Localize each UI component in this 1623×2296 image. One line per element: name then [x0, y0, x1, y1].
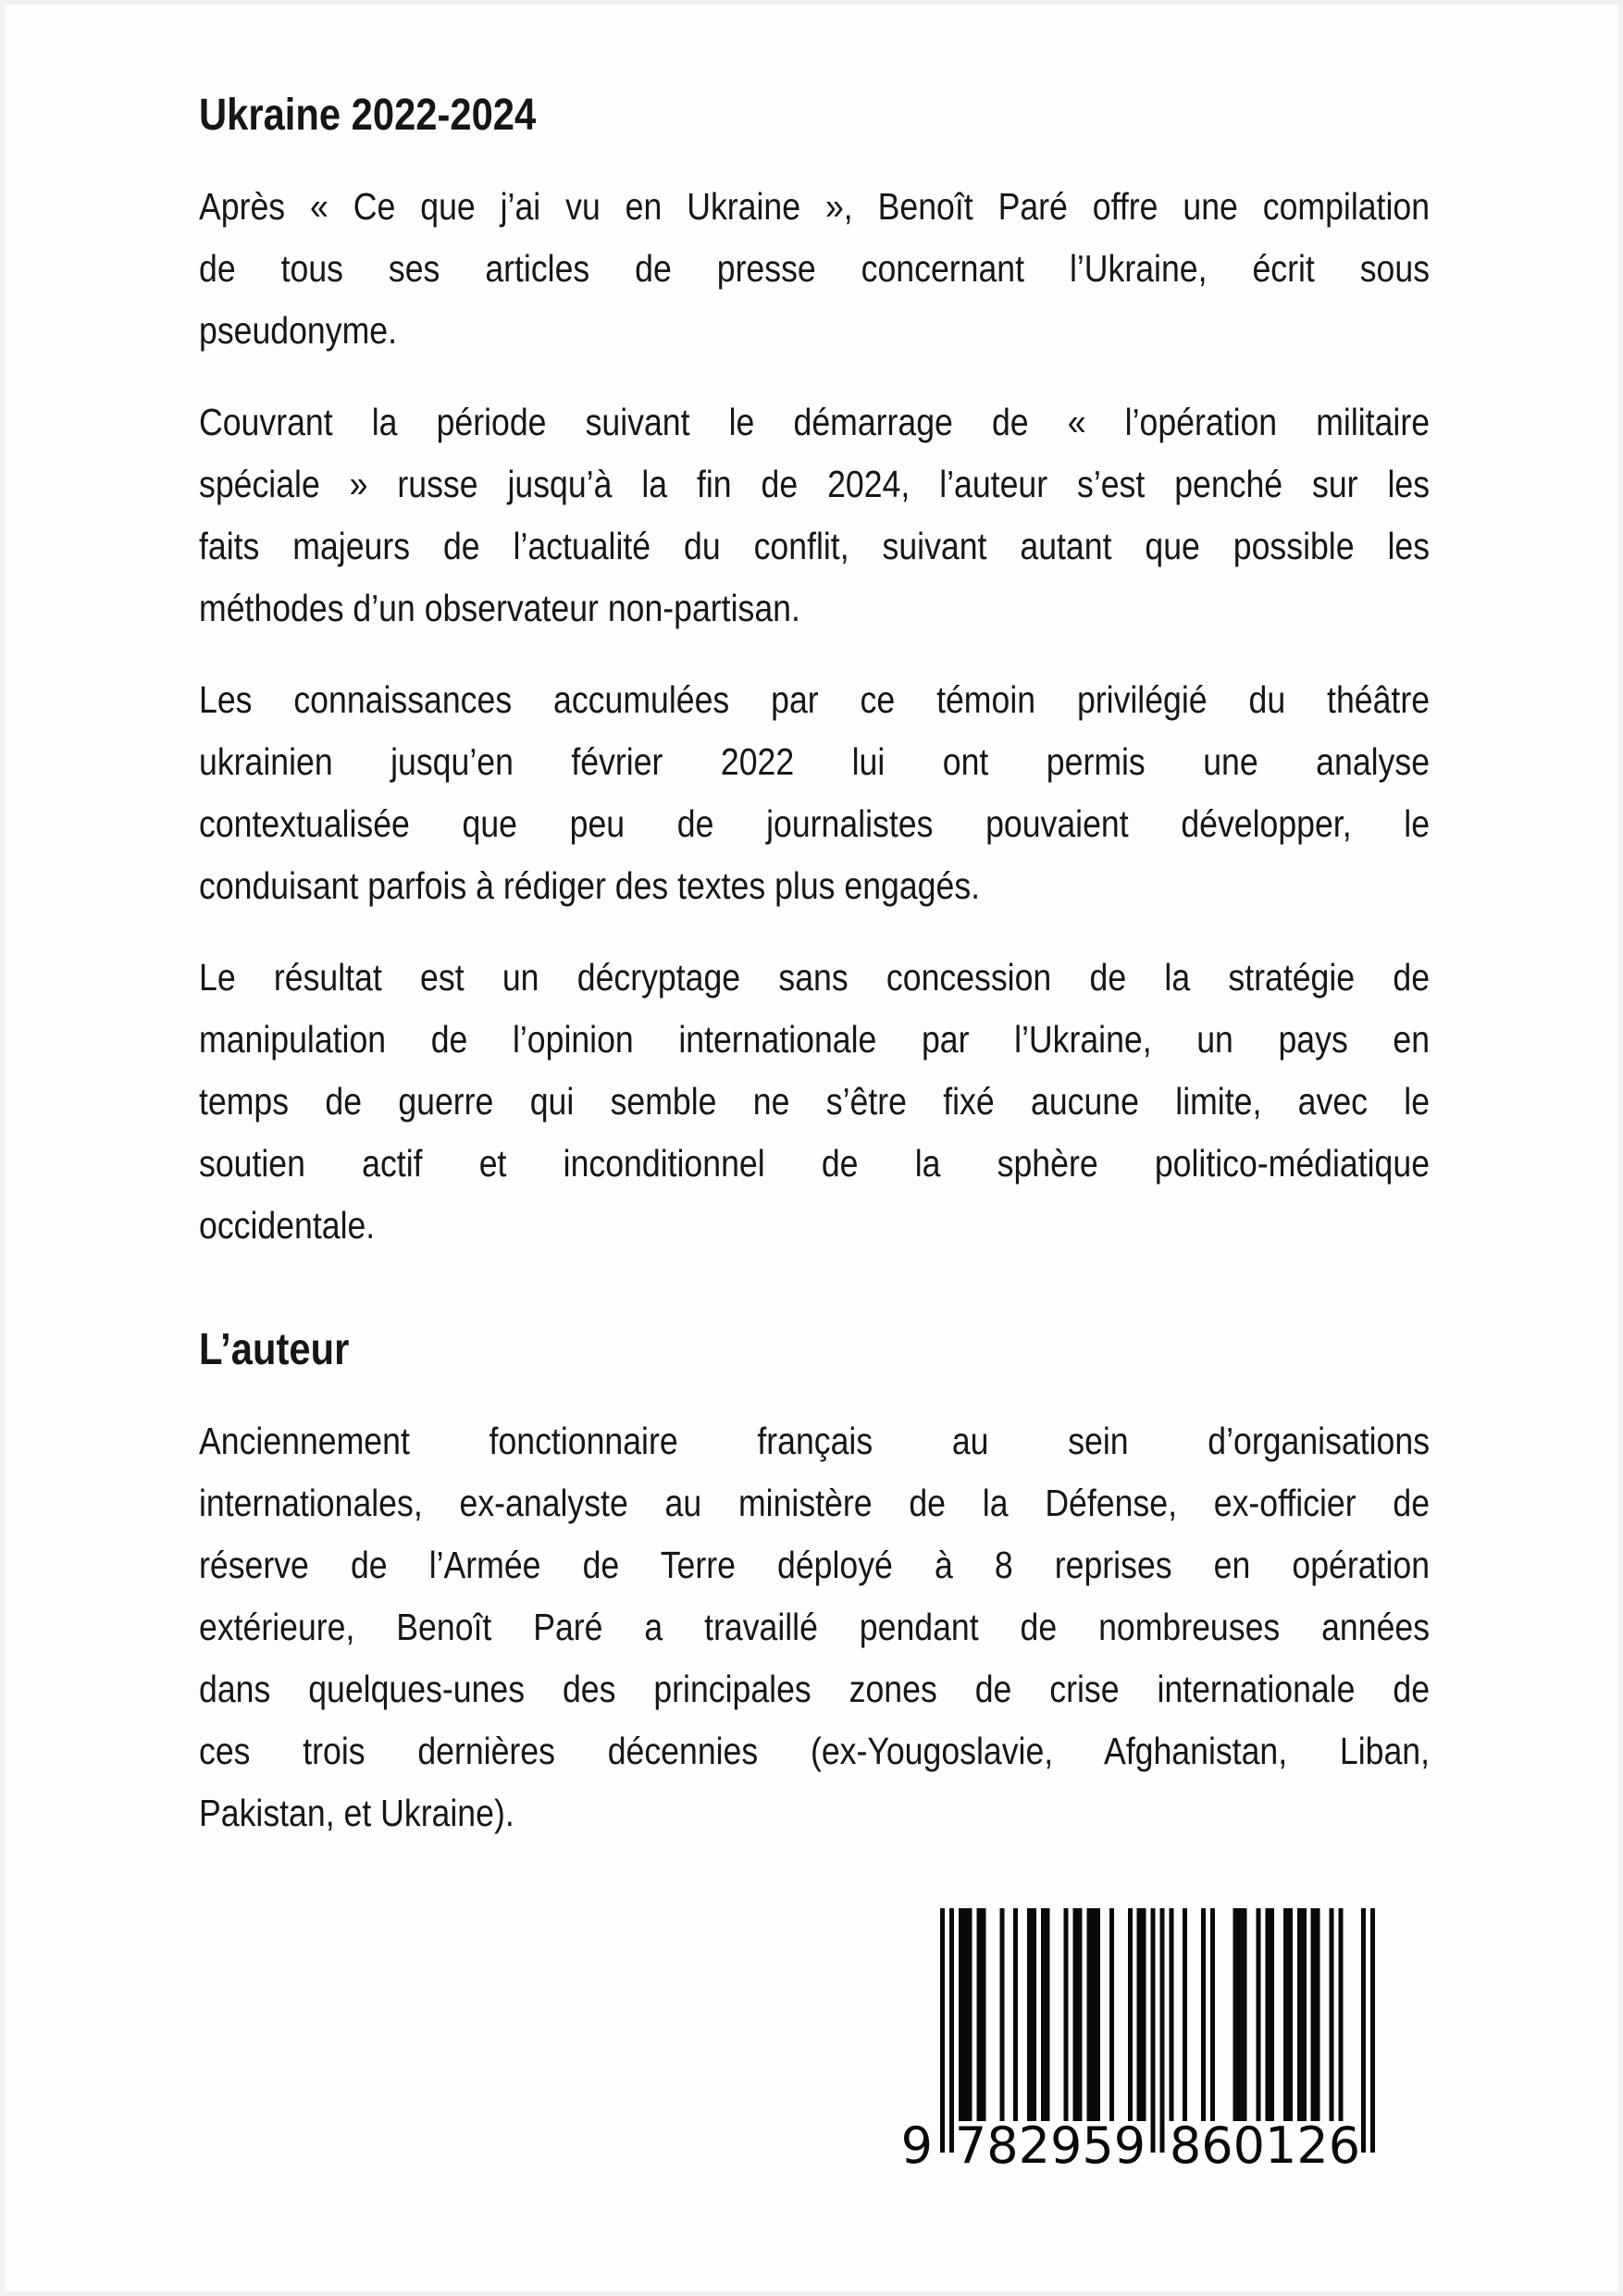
barcode-bar: [1330, 1908, 1334, 2121]
author-paragraph: [199, 1410, 1430, 1844]
barcode-bar: [1128, 1908, 1133, 2121]
text-line: de tous ses articles de presse concernant l’Ukraine, écrit sous: [199, 247, 1431, 290]
barcode-bar: [1151, 1908, 1156, 2153]
barcode-bar: [1159, 1908, 1164, 2153]
barcode-bar: [1297, 1908, 1307, 2121]
text-line: Anciennement fonctionnaire français au sein d’organisations: [199, 1420, 1431, 1462]
barcode-bar: [1109, 1908, 1114, 2121]
text-line: faits majeurs de l’actualité du conflit, suivant autant que possible les: [199, 525, 1431, 567]
barcode-bar: [1183, 1908, 1187, 2121]
isbn-barcode: [900, 1908, 1375, 2177]
barcode-bar: [1169, 1908, 1173, 2121]
text-line: conduisant parfois à rédiger des textes plus engagés.: [199, 864, 981, 907]
text-line: dans quelques-unes des principales zones de crise internationale de: [199, 1668, 1431, 1710]
text-line: pseudonyme.: [199, 309, 397, 352]
text-line: manipulation de l’opinion internationale par l’Ukraine, un pays en: [199, 1018, 1431, 1061]
text-line: internationales, ex-analyste au ministère de la Défense, ex-officier de: [199, 1482, 1431, 1524]
barcode-bar: [1027, 1908, 1036, 2121]
barcode-bar: [1064, 1908, 1069, 2121]
author-section: [199, 1410, 1430, 1844]
barcode-bar: [1311, 1908, 1320, 2121]
synopsis-paragraph: [199, 669, 1430, 917]
isbn-left-digit-group: 782959: [954, 2116, 1146, 2175]
text-line: temps de guerre qui semble ne s’être fixé aucune limite, avec le: [199, 1080, 1431, 1123]
synopsis-paragraph: [199, 947, 1430, 1257]
text-line: réserve de l’Armée de Terre déployé à 8 reprises en opération: [199, 1544, 1431, 1586]
barcode-bar: [1086, 1908, 1100, 2121]
barcode-bar: [940, 1908, 945, 2153]
barcode-bar: [999, 1908, 1004, 2121]
author-heading: L’auteur: [199, 1325, 350, 1374]
text-line: extérieure, Benoît Paré a travaillé pendant de nombreuses années: [199, 1606, 1431, 1648]
barcode-bar: [1201, 1908, 1206, 2121]
text-line: Après « Ce que j’ai vu en Ukraine », Benoît Paré offre une compilation: [199, 185, 1431, 228]
barcode-bar: [1370, 1908, 1375, 2153]
barcode-bar: [1256, 1908, 1260, 2121]
synopsis-paragraph: [199, 391, 1430, 639]
text-line: méthodes d’un observateur non-partisan.: [199, 587, 800, 629]
text-line: Pakistan, et Ukraine).: [199, 1792, 514, 1834]
barcode-bar: [1137, 1908, 1146, 2121]
text-line: Les connaissances accumulées par ce témoin privilégié du théâtre: [199, 678, 1431, 721]
text-line: ukrainien jusqu’en février 2022 lui ont permis une analyse: [199, 740, 1431, 783]
text-line: contextualisée que peu de journalistes pouvaient développer, le: [199, 802, 1431, 845]
text-line: Couvrant la période suivant le démarrage de « l’opération militaire: [199, 401, 1431, 443]
isbn-right-digit-group: 860126: [1169, 2116, 1361, 2175]
barcode-bar: [1041, 1908, 1050, 2121]
barcode-bar: [1283, 1908, 1293, 2121]
barcode-bar: [1361, 1908, 1366, 2153]
text-line: soutien actif et inconditionnel de la sphère politico-médiatique: [199, 1142, 1431, 1185]
text-line: spéciale » russe jusqu’à la fin de 2024, l’auteur s’est penché sur les: [199, 463, 1431, 505]
text-line: Le résultat est un décryptage sans concession de la stratégie de: [199, 956, 1431, 999]
book-title: Ukraine 2022-2024: [199, 91, 537, 140]
back-cover-text-column: [199, 89, 1430, 1874]
barcode-bar: [1013, 1908, 1018, 2121]
barcode-bar: [1072, 1908, 1082, 2121]
barcode-bar: [959, 1908, 973, 2121]
barcode-bar: [1210, 1908, 1215, 2121]
text-line: occidentale.: [199, 1204, 376, 1247]
barcode-bar: [1265, 1908, 1274, 2121]
barcode-bar: [949, 1908, 954, 2153]
text-line: ces trois dernières décennies (ex-Yougoslavie, Afghanistan, Liban,: [199, 1730, 1431, 1772]
synopsis-paragraph: [199, 176, 1430, 362]
barcode-bar: [1233, 1908, 1247, 2121]
barcode-bar: [977, 1908, 986, 2121]
isbn-prefix-digit: 9: [900, 2116, 933, 2175]
barcode-bar: [1338, 1908, 1343, 2121]
synopsis-section: [199, 176, 1430, 1257]
